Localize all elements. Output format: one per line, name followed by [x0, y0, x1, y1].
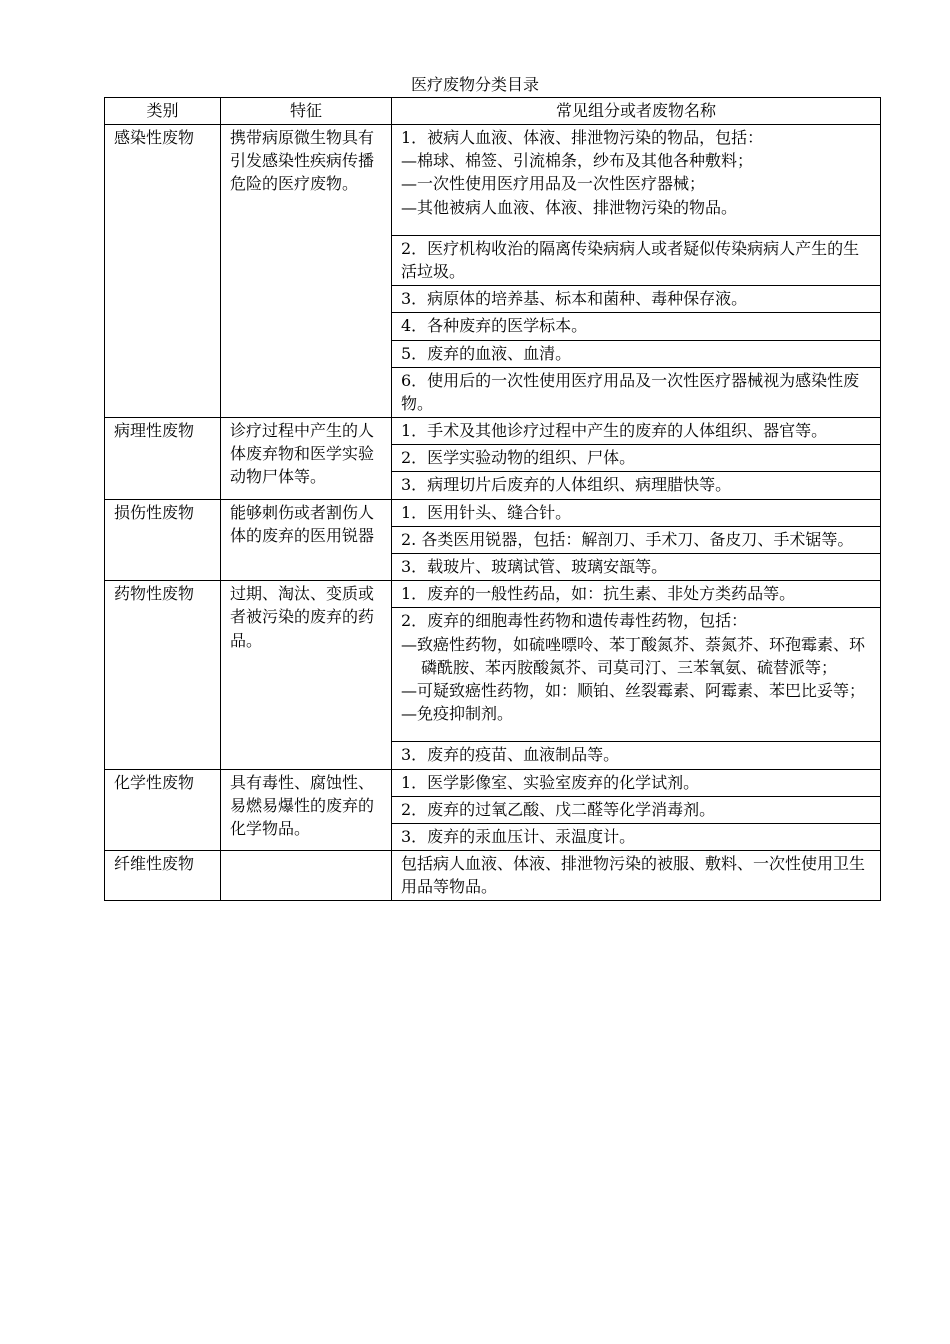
component-item-text: 4．各种废弃的医学标本。 [401, 316, 588, 336]
component-item-text: 2．医学实验动物的组织、尸体。 [401, 448, 636, 468]
component-cell [392, 554, 881, 581]
category-name-cell: 损伤性废物 [105, 499, 221, 581]
component-item-text: 1．医学影像室、实验室废弃的化学试剂。 [401, 772, 700, 792]
component-cell [392, 235, 881, 285]
component-item-text: 包括病人血液、体液、排泄物污染的被服、敷料、一次性使用卫生用品等物品。 [401, 854, 866, 897]
component-item-text: 1．废弃的一般性药品，如：抗生素、非处方类药品等。 [401, 584, 796, 604]
component-cell [392, 796, 881, 823]
component-item-text: 5．废弃的血液、血清。 [401, 343, 572, 363]
component-item-text: 6．使用后的一次性使用医疗用品及一次性医疗器械视为感染性废物。 [401, 370, 860, 413]
component-cell [392, 499, 881, 526]
component-cell [392, 472, 881, 499]
component-item-text: 3．载玻片、玻璃试管、玻璃安瓿等。 [401, 557, 668, 576]
component-item-text: 2．废弃的细胞毒性药物和遗传毒性药物，包括： [401, 611, 748, 631]
component-item-text: 3．病理切片后废弃的人体组织、病理腊快等。 [401, 475, 732, 495]
component-item-text: 1．被病人血液、体液、排泄物污染的物品，包括： [401, 128, 764, 147]
component-cell [392, 313, 881, 340]
table-body [105, 125, 881, 901]
component-item-text: 3．废弃的汞血压计、汞温度计。 [401, 826, 636, 846]
component-cell [392, 445, 881, 472]
component-cell [392, 608, 881, 742]
component-sub-item: —致癌性药物，如硫唑嘌呤、苯丁酸氮芥、萘氮芥、环孢霉素、环磷酰胺、苯丙胺酸氮芥、司莫司汀、三苯氧氨、硫替派等； [401, 634, 866, 677]
table-row [105, 418, 881, 445]
category-name-cell: 病理性废物 [105, 418, 221, 500]
component-item-text: 3．病原体的培养基、标本和菌种、毒种保存液。 [401, 289, 748, 309]
table-row [105, 769, 881, 796]
component-cell [392, 340, 881, 367]
component-sub-item: —免疫抑制剂。 [401, 704, 514, 724]
component-sub-item: —棉球、棉签、引流棉条，纱布及其他各种敷料； [401, 151, 754, 171]
category-feature-cell: 携带病原微生物具有引发感染性疾病传播危险的医疗废物。 [221, 125, 392, 418]
component-cell [392, 581, 881, 608]
component-cell [392, 125, 881, 236]
component-cell [392, 769, 881, 796]
category-name-cell: 感染性废物 [105, 125, 221, 418]
component-item-text: 2．废弃的过氧乙酸、戊二醛等化学消毒剂。 [401, 799, 716, 819]
component-cell [392, 286, 881, 313]
table-row [105, 499, 881, 526]
component-item-text: 1．手术及其他诊疗过程中产生的废弃的人体组织、器官等。 [401, 421, 828, 441]
category-name-cell: 化学性废物 [105, 769, 221, 851]
component-cell [392, 526, 881, 553]
table-row [105, 581, 881, 608]
header-feature: 特征 [221, 98, 392, 125]
header-components: 常见组分或者废物名称 [392, 98, 881, 125]
component-sub-item: —一次性使用医疗用品及一次性医疗器械； [401, 174, 706, 194]
header-category: 类别 [105, 98, 221, 125]
component-cell [392, 851, 881, 901]
waste-catalog-table [104, 97, 881, 901]
table-row [105, 851, 881, 901]
component-sub-item: —其他被病人血液、体液、排泄物污染的物品。 [401, 197, 738, 217]
category-feature-cell: 过期、淘汰、变质或者被污染的废弃的药品。 [221, 581, 392, 769]
table-row [105, 125, 881, 236]
component-cell [392, 823, 881, 850]
component-item-text: 2. 各类医用锐器，包括：解剖刀、手术刀、备皮刀、手术锯等。 [401, 529, 854, 549]
component-cell [392, 367, 881, 417]
page-title: 医疗废物分类目录 [410, 75, 539, 94]
category-feature-cell: 能够刺伤或者割伤人体的废弃的医用锐器 [221, 499, 392, 581]
component-item-text: 1．医用针头、缝合针。 [401, 502, 572, 522]
component-item-text: 3．废弃的疫苗、血液制品等。 [401, 745, 620, 765]
item-spacer [401, 219, 873, 233]
category-name-cell: 药物性废物 [105, 581, 221, 769]
component-cell [392, 742, 881, 769]
component-sub-item: —可疑致癌性药物，如：顺铂、丝裂霉素、阿霉素、苯巴比妥等； [401, 680, 866, 700]
table-header-row [105, 98, 881, 125]
category-feature-cell [221, 851, 392, 901]
category-feature-cell: 具有毒性、腐蚀性、易燃易爆性的废弃的化学物品。 [221, 769, 392, 851]
category-feature-cell: 诊疗过程中产生的人体废弃物和医学实验动物尸体等。 [221, 418, 392, 500]
component-item-text: 2．医疗机构收治的隔离传染病病人或者疑似传染病病人产生的生活垃圾。 [401, 238, 860, 281]
category-name-cell: 纤维性废物 [105, 851, 221, 901]
item-spacer [401, 725, 873, 739]
component-cell [392, 418, 881, 445]
